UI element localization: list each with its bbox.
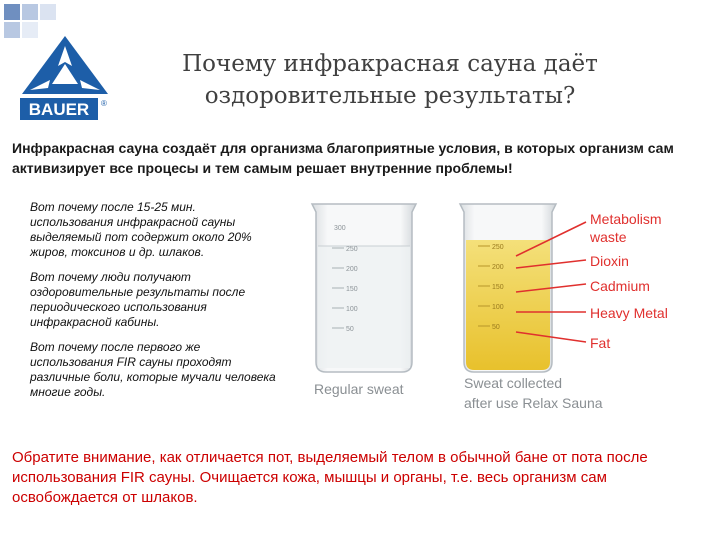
contaminant-labels — [589, 211, 668, 351]
caption-sauna-line-2: after use Relax Sauna — [464, 395, 603, 411]
left-mark-100: 100 — [346, 306, 358, 313]
left-mark-200: 200 — [346, 266, 358, 273]
label-waste: waste — [590, 229, 627, 245]
right-mark-50: 50 — [492, 324, 500, 331]
label-fat: Fat — [590, 335, 611, 351]
label-cadmium: Cadmium — [590, 278, 650, 294]
logo-brand-text: BAUER — [28, 100, 90, 119]
label-dioxin: Dioxin — [590, 253, 629, 269]
side-column — [30, 200, 280, 410]
sauna-sweat-beaker — [460, 204, 556, 372]
title-line-2: оздоровительные результаты? — [204, 83, 576, 109]
right-mark-200: 200 — [492, 264, 504, 271]
left-mark-250: 250 — [346, 246, 358, 253]
right-mark-100: 100 — [492, 304, 504, 311]
left-mark-300: 300 — [334, 225, 346, 232]
page-title — [140, 48, 640, 112]
caption-regular-sweat: Regular sweat — [314, 381, 404, 397]
left-mark-150: 150 — [346, 286, 358, 293]
footer-note: Обратите внимание, как отличается пот, выделяемый телом в обычной бане от пота после использования FIR сауны. Очищается кожа, мышцы и органы, т.е. весь организм сам освобождается от шлаков. — [12, 449, 648, 506]
label-heavy-metal: Heavy Metal — [590, 305, 668, 321]
right-mark-250: 250 — [492, 244, 504, 251]
regular-sweat-beaker — [312, 204, 416, 372]
left-mark-50: 50 — [346, 326, 354, 333]
bauer-logo-icon — [20, 36, 110, 122]
sweat-comparison-figure — [294, 196, 710, 432]
side-paragraph-1: Вот почему после 15-25 мин. использования инфракрасной сауны выделяемый пот содержит около 20% жиров, токсинов и др. шлаков. — [30, 200, 252, 259]
logo-registered-mark: ® — [101, 99, 107, 108]
title-line-1: Почему инфракрасная сауна даёт — [182, 51, 598, 77]
label-metabolism: Metabolism — [590, 211, 662, 227]
bauer-logo — [20, 36, 110, 122]
intro-paragraph: Инфракрасная сауна создаёт для организма благоприятные условия, в которых организм сам активизирует все процесы и тем самым решает внутренние проблемы! — [12, 140, 674, 176]
right-mark-150: 150 — [492, 284, 504, 291]
beakers-illustration — [294, 196, 710, 432]
side-paragraph-3: Вот почему после первого же использования FIR сауны проходят различные боли, которые мучали человека многие годы. — [30, 340, 276, 399]
side-paragraph-2: Вот почему люди получают оздоровительные результаты после периодического использования инфракрасной кабины. — [30, 270, 246, 329]
caption-sauna-line-1: Sweat collected — [464, 375, 563, 391]
